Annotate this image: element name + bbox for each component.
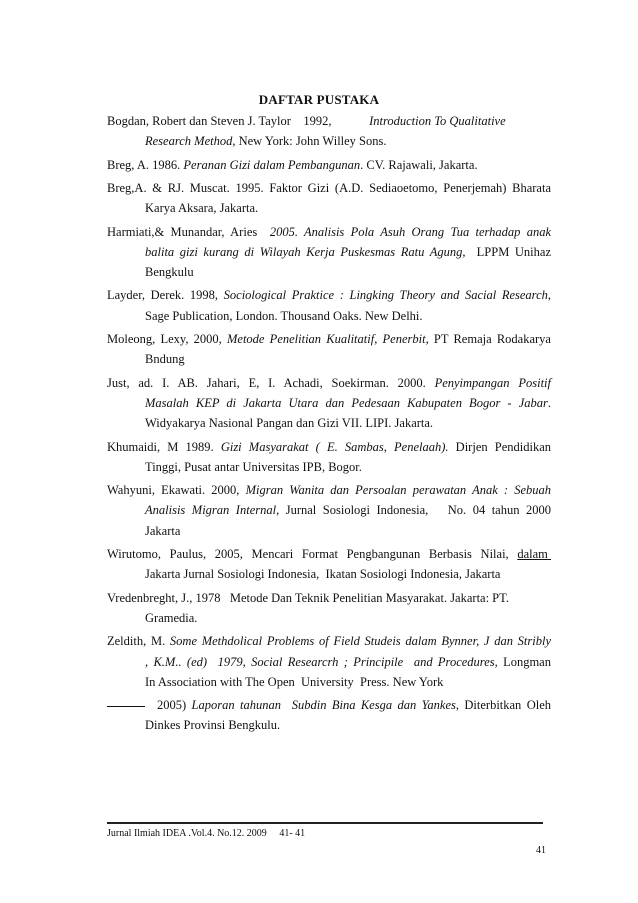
reference-line	[145, 135, 387, 148]
footer-journal-info	[107, 828, 305, 839]
reference-line	[107, 441, 551, 455]
page-title: DAFTAR PUSTAKA	[258, 92, 380, 107]
reference-line	[107, 333, 551, 347]
reference-text: LPPM Unihaz	[465, 244, 551, 259]
reference-line	[145, 310, 423, 323]
reference-text: Peranan Gizi dalam Pembangunan	[183, 157, 361, 172]
reference-line	[145, 266, 194, 279]
reference-line	[107, 635, 551, 649]
reference-text: Metode Penelitian Kualitatif, Penerbit	[227, 332, 426, 346]
reference-text: dalam	[517, 547, 548, 561]
reference-line	[107, 699, 551, 713]
reference-line	[107, 484, 551, 498]
reference-text: Masalah KEP di Jakarta Utara dan Pedesaan Kabupaten Bogor - Jabar	[145, 395, 548, 410]
reference-text: Moleong, Lexy, 2000,	[107, 332, 227, 346]
reference-line	[107, 289, 551, 303]
reference-text: Vredenbreght, J., 1978 Metode Dan Teknik Penelitian Masyarakat. Jakarta: PT.	[107, 590, 509, 605]
reference-text: 2005. Analisis Pola Asuh Orang Tua terhadap anak	[269, 224, 551, 239]
reference-text: Widyakarya Nasional Pangan dan Gizi VII. LIPI. Jakarta.	[145, 416, 434, 431]
reference-line	[145, 612, 197, 625]
reference-text: , New York: John Willey Sons.	[232, 134, 387, 149]
reference-text: Karya Aksara, Jakarta.	[145, 201, 259, 216]
reference-line	[107, 182, 551, 196]
reference-line	[107, 592, 509, 605]
footer-pages: 41- 41	[279, 828, 306, 839]
reference-text: Breg, A. 1986.	[107, 157, 184, 172]
reference-text: Penyimpangan Positif	[434, 375, 552, 390]
reference-line	[145, 676, 443, 689]
reference-text: Analisis Migran Internal	[145, 503, 277, 518]
reference-text: Bogdan, Robert dan Steven J. Taylor 1992,	[107, 114, 370, 128]
reference-text: Some Methdolical Problems of Field Studeis dalam Bynner, J dan Stribly	[169, 634, 551, 649]
reference-line	[145, 461, 362, 474]
reference-text: Layder, Derek. 1998,	[107, 288, 224, 303]
reference-text: Breg,A. & RJ. Muscat. 1995. Faktor Gizi (A.D. Sediaoetomo, Penerjemah) Bharata	[107, 180, 551, 195]
reference-line	[107, 377, 551, 391]
reference-text: , Jurnal Sosiologi Indonesia, No. 04 tahun 2000	[276, 503, 551, 518]
reference-text: Gizi Masyarakat ( E. Sambas, Penelaah).	[220, 439, 449, 454]
reference-text: Harmiati,& Munandar, Aries	[107, 224, 270, 239]
reference-line	[145, 246, 551, 260]
author-repeat-dash	[107, 706, 145, 707]
reference-line	[145, 656, 551, 670]
reference-line	[107, 115, 506, 128]
reference-text: Bengkulu	[145, 265, 194, 280]
reference-text: Khumaidi, M 1989.	[107, 439, 221, 454]
reference-text: .	[547, 395, 551, 410]
reference-text: Wirutomo, Paulus, 2005, Mencari Format Pengbangunan Berbasis Nilai,	[107, 547, 518, 561]
reference-text: 2005)	[157, 698, 192, 713]
reference-line	[145, 719, 280, 732]
reference-text: ,	[547, 288, 551, 303]
reference-line	[145, 525, 180, 538]
reference-line	[145, 202, 258, 215]
reference-text: , PT Remaja Rodakarya	[425, 332, 551, 346]
reference-text: Tinggi, Pusat antar Universitas IPB, Bogor.	[145, 459, 362, 474]
reference-line	[145, 504, 551, 518]
reference-text: In Association with The Open University Press. New York	[145, 674, 444, 689]
reference-line	[145, 353, 185, 366]
reference-text	[548, 547, 551, 561]
reference-text: Sage Publication, London. Thousand Oaks. New Delhi.	[145, 308, 423, 323]
reference-text: Zeldith, M.	[107, 634, 170, 649]
reference-text: Research Method	[145, 134, 233, 149]
reference-line	[145, 568, 500, 581]
reference-text: Just, ad. I. AB. Jahari, E, I. Achadi, Soekirman. 2000.	[107, 375, 435, 390]
reference-line	[145, 397, 551, 411]
footer-journal: Jurnal Ilmiah IDEA .Vol.4. No.12. 2009	[107, 828, 267, 839]
reference-text: Jakarta Jurnal Sosiologi Indonesia, Ikatan Sosiologi Indonesia, Jakarta	[145, 567, 501, 582]
reference-text: Introduction To Qualitative	[369, 114, 506, 128]
reference-text: balita gizi kurang di Wilayah Kerja Puskesmas Ratu Agung,	[145, 244, 466, 259]
reference-line	[107, 159, 478, 172]
reference-line	[107, 226, 551, 240]
reference-text: . CV. Rajawali, Jakarta.	[360, 157, 478, 172]
reference-text: Migran Wanita dan Persoalan perawatan Anak : Sebuah	[245, 483, 551, 498]
page-number: 41	[536, 845, 546, 856]
footer-divider	[107, 822, 543, 824]
reference-text: Longman	[497, 654, 551, 669]
reference-text: Bndung	[145, 352, 185, 367]
reference-text: Sociological Praktice : Lingking Theory and Sacial Research	[223, 288, 548, 303]
reference-text: Gramedia.	[145, 610, 198, 625]
reference-text: Laporan tahunan Subdin Bina Kesga dan Yankes	[191, 698, 456, 713]
reference-text: Dirjen Pendidikan	[448, 439, 552, 454]
reference-text: , Diterbitkan Oleh	[455, 698, 551, 713]
reference-text: Jakarta	[145, 523, 181, 538]
reference-line	[107, 548, 551, 562]
reference-line	[145, 417, 433, 430]
reference-text: Wahyuni, Ekawati. 2000,	[107, 483, 246, 498]
reference-text: Dinkes Provinsi Bengkulu.	[145, 718, 281, 733]
reference-text: , K.M.. (ed) 1979, Social Researcrh ; Principile and Procedures,	[145, 654, 498, 669]
